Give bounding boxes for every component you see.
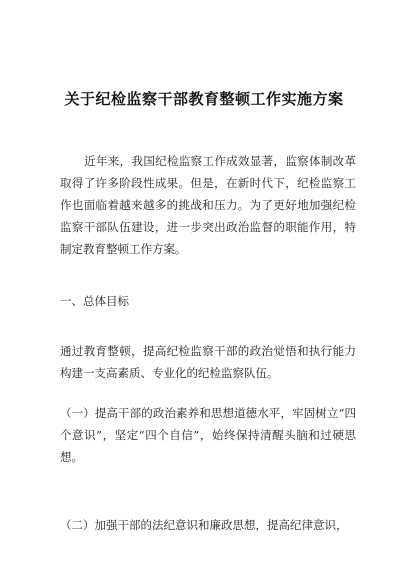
section-heading: 一、总体目标 (60, 294, 129, 308)
list-item-paragraph: （二）加强干部的法纪意识和廉政思想，提高纪律意识， (60, 518, 348, 532)
list-item-paragraph: （一）提高干部的政治素养和思想道德水平，牢固树立“四个意识”，坚定“四个自信”，始终保持清醒头脑和过硬思想。 (60, 406, 356, 464)
document-title: 关于纪检监察干部教育整顿工作实施方案 (64, 90, 344, 108)
section-body-paragraph: 通过教育整顿，提高纪检监察干部的政治觉悟和执行能力构建一支高素质、专业化的纪检监察队伍。 (60, 344, 356, 380)
intro-paragraph: 近年来，我国纪检监察工作成效显著，监察体制改革取得了许多阶段性成果。但是，在新时代下，纪检监察工作也面临着越来越多的挑战和压力。为了更好地加强纪检监察干部队伍建设，进一步突出政治监督的职能作用，特制定教育整顿工作方案。 (60, 154, 356, 256)
